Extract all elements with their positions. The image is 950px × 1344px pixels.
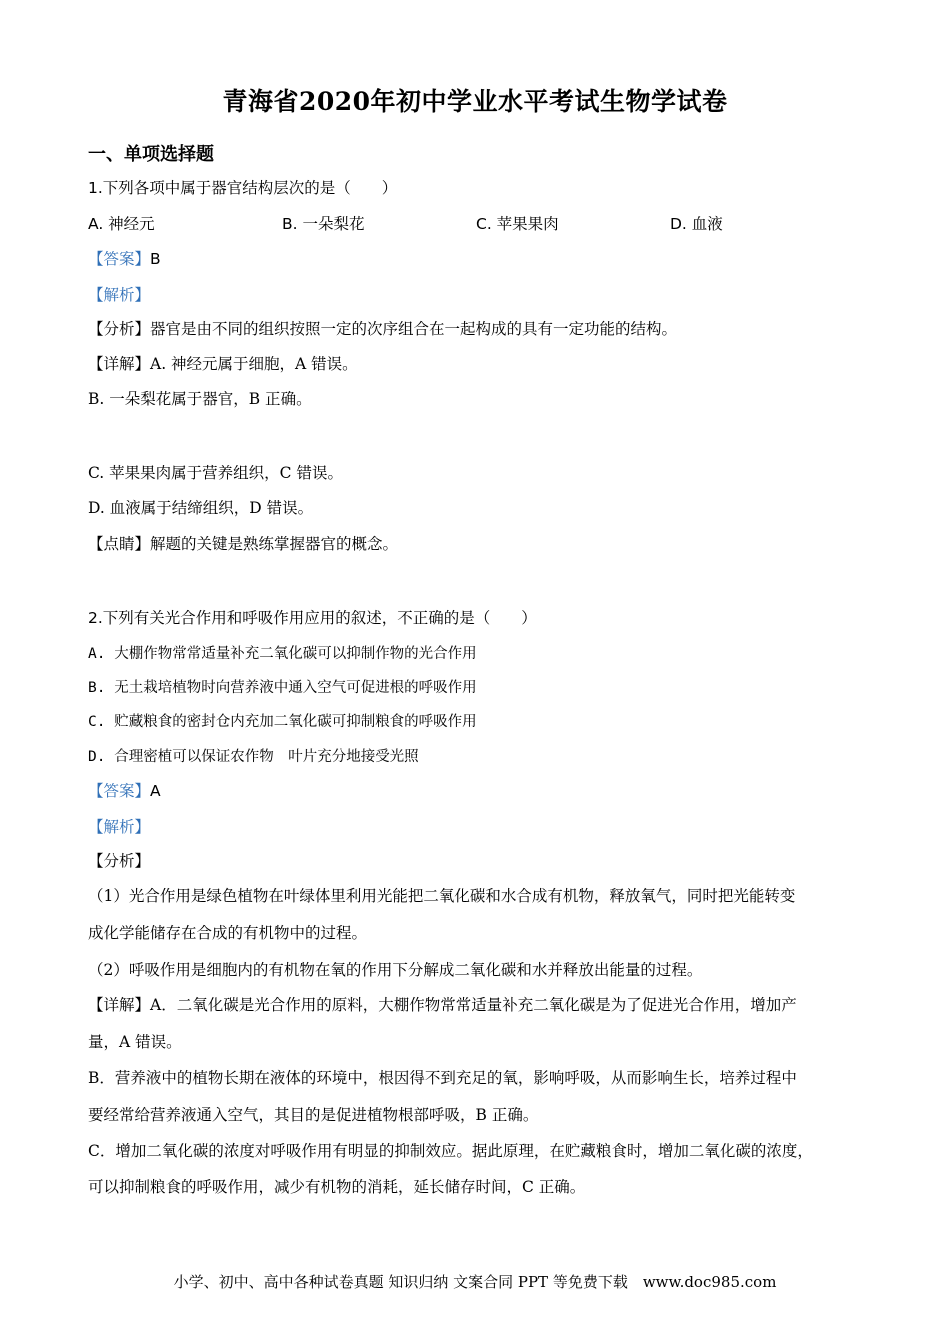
page-footer: 小学、初中、高中各种试卷真题 知识归纳 文案合同 PPT 等免费下载 www.doc985.com — [173, 1273, 777, 1291]
q1-analysis-label: 【解析】 — [88, 286, 151, 304]
q1-option-d: D. 血液 — [670, 215, 723, 233]
q1-detail-c: C. 苹果果肉属于营养组织，C 错误。 — [88, 464, 343, 482]
q1-fenxi: 【分析】器官是由不同的组织按照一定的次序组合在一起构成的具有一定功能的结构。 — [88, 320, 678, 338]
q2-option-b: B. 无土栽培植物时向营养液中通入空气可促进根的呼吸作用 — [88, 680, 477, 696]
q2-line-3: （2）呼吸作用是细胞内的有机物在氧的作用下分解成二氧化碳和水并释放出能量的过程。 — [88, 961, 703, 979]
section-heading: 一、单项选择题 — [88, 144, 214, 165]
answer-label: 【答案】 — [88, 782, 151, 800]
page-title: 青海省2020年初中学业水平考试生物学试卷 — [222, 87, 728, 116]
q2-line-9: 可以抑制粮食的呼吸作用，减少有机物的消耗，延长储存时间，C 正确。 — [88, 1178, 586, 1196]
q2-line-1: （1）光合作用是绿色植物在叶绿体里利用光能把二氧化碳和水合成有机物，释放氧气，同时把光能转变 — [88, 887, 796, 905]
q2-fenxi-label: 【分析】 — [88, 852, 151, 870]
q2-line-6: B．营养液中的植物长期在液体的环境中，根因得不到充足的氧，影响呼吸，从而影响生长，培养过程中 — [88, 1069, 797, 1087]
q2-stem: 2.下列有关光合作用和呼吸作用应用的叙述，不正确的是（ ） — [88, 609, 537, 627]
q1-detail-d: D. 血液属于结缔组织，D 错误。 — [88, 499, 314, 517]
q2-line-4: 【详解】A．二氧化碳是光合作用的原料，大棚作物常常适量补充二氧化碳是为了促进光合作用，增加产 — [88, 996, 797, 1014]
answer-label: 【答案】 — [88, 250, 151, 268]
q2-line-7: 要经常给营养液通入空气，其目的是促进植物根部呼吸，B 正确。 — [88, 1106, 539, 1124]
q2-option-c: C. 贮藏粮食的密封仓内充加二氧化碳可抑制粮食的呼吸作用 — [88, 714, 477, 730]
q1-dianjing: 【点睛】解题的关键是熟练掌握器官的概念。 — [88, 535, 399, 553]
q2-line-2: 成化学能储存在合成的有机物中的过程。 — [88, 924, 368, 942]
q1-option-c: C. 苹果果肉 — [476, 215, 559, 233]
q1-detail-a: 【详解】A. 神经元属于细胞，A 错误。 — [88, 355, 358, 373]
q2-option-a: A. 大棚作物常常适量补充二氧化碳可以抑制作物的光合作用 — [88, 646, 477, 662]
answer-value: B — [150, 250, 161, 268]
q2-line-5: 量，A 错误。 — [88, 1033, 182, 1051]
q2-line-8: C．增加二氧化碳的浓度对呼吸作用有明显的抑制效应。据此原理，在贮藏粮食时，增加二氧化碳的浓度， — [88, 1142, 813, 1160]
q2-option-d: D. 合理密植可以保证农作物 叶片充分地接受光照 — [88, 749, 419, 765]
q2-analysis-label: 【解析】 — [88, 818, 151, 836]
q1-option-a: A. 神经元 — [88, 215, 155, 233]
q1-detail-b: B. 一朵梨花属于器官，B 正确。 — [88, 390, 312, 408]
q1-stem: 1.下列各项中属于器官结构层次的是（ ） — [88, 179, 398, 197]
q1-answer — [88, 247, 161, 269]
q2-answer — [88, 779, 161, 801]
answer-value: A — [150, 782, 161, 800]
q1-option-b: B. 一朵梨花 — [282, 215, 365, 233]
